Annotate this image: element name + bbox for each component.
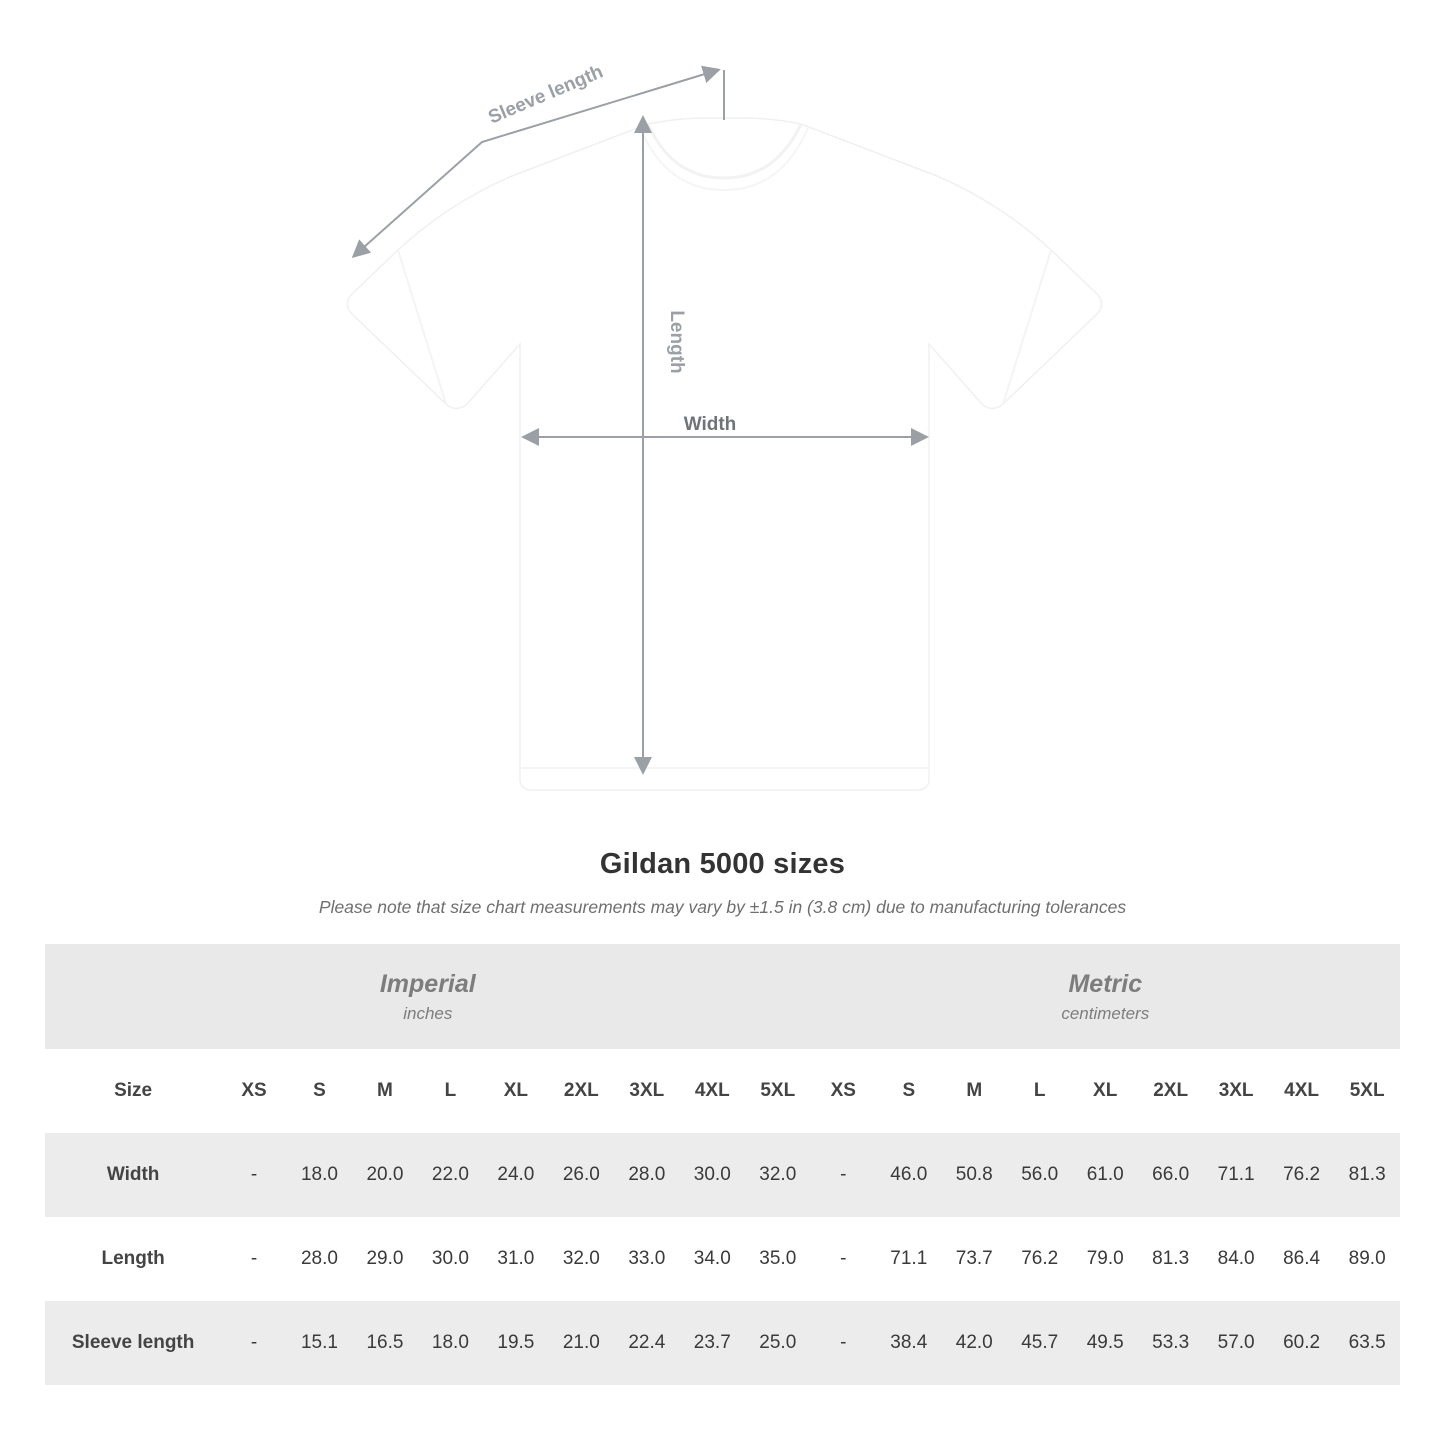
tolerance-note: Please note that size chart measurements may vary by ±1.5 in (3.8 cm) due to manufacturing tolerances [318,897,1127,917]
cell-length-metric-xs: - [811,1217,876,1301]
cell-sleeve-metric-5xl: 63.5 [1334,1301,1400,1385]
cell-length-imperial-5xl: 35.0 [745,1217,811,1301]
cell-sleeve-metric-xl: 49.5 [1072,1301,1137,1385]
table-row [45,1217,1400,1301]
header-imperial-m: M [352,1049,417,1133]
header-metric-2xl: 2XL [1138,1049,1203,1133]
header-imperial-4xl: 4XL [680,1049,745,1133]
cell-width-imperial-5xl: 32.0 [745,1133,811,1217]
header-metric-4xl: 4XL [1269,1049,1334,1133]
width-label: Width [683,414,737,435]
cell-length-imperial-m: 29.0 [352,1217,417,1301]
unit-name-imperial: Imperial [379,969,476,998]
cell-length-metric-3xl: 84.0 [1203,1217,1268,1301]
cell-sleeve-imperial-s: 15.1 [287,1301,352,1385]
unit-header-row [45,944,1400,1049]
unit-name-metric: Metric [1068,969,1143,998]
cell-sleeve-metric-4xl: 60.2 [1269,1301,1334,1385]
cell-width-metric-xl: 61.0 [1072,1133,1137,1217]
cell-width-metric-s: 46.0 [876,1133,941,1217]
cell-length-imperial-4xl: 34.0 [680,1217,745,1301]
cell-length-metric-s: 71.1 [876,1217,941,1301]
cell-sleeve-imperial-xl: 19.5 [483,1301,548,1385]
cell-sleeve-metric-s: 38.4 [876,1301,941,1385]
header-imperial-l: L [418,1049,483,1133]
header-metric-l: L [1007,1049,1072,1133]
size-table [45,944,1400,1385]
cell-length-metric-l: 76.2 [1007,1217,1072,1301]
cell-width-imperial-4xl: 30.0 [680,1133,745,1217]
cell-sleeve-imperial-4xl: 23.7 [680,1301,745,1385]
cell-length-metric-xl: 79.0 [1072,1217,1137,1301]
header-imperial-xs: XS [221,1049,286,1133]
cell-width-imperial-l: 22.0 [418,1133,483,1217]
cell-sleeve-metric-m: 42.0 [942,1301,1007,1385]
cell-sleeve-imperial-5xl: 25.0 [745,1301,811,1385]
row-label-width: Width [45,1133,221,1217]
header-imperial-xl: XL [483,1049,548,1133]
cell-length-imperial-3xl: 33.0 [614,1217,679,1301]
cell-width-imperial-3xl: 28.0 [614,1133,679,1217]
cell-length-imperial-s: 28.0 [287,1217,352,1301]
size-header-row [45,1049,1400,1133]
cell-length-metric-m: 73.7 [942,1217,1007,1301]
header-imperial-5xl: 5XL [745,1049,811,1133]
header-size-label: Size [45,1049,221,1133]
header-imperial-s: S [287,1049,352,1133]
cell-length-metric-5xl: 89.0 [1334,1217,1400,1301]
header-metric-xs: XS [811,1049,876,1133]
cell-width-metric-l: 56.0 [1007,1133,1072,1217]
cell-width-imperial-s: 18.0 [287,1133,352,1217]
cell-width-imperial-m: 20.0 [352,1133,417,1217]
cell-sleeve-metric-3xl: 57.0 [1203,1301,1268,1385]
cell-length-metric-4xl: 86.4 [1269,1217,1334,1301]
header-metric-3xl: 3XL [1203,1049,1268,1133]
cell-width-metric-m: 50.8 [942,1133,1007,1217]
cell-sleeve-imperial-3xl: 22.4 [614,1301,679,1385]
cell-width-imperial-xs: - [221,1133,286,1217]
cell-sleeve-imperial-l: 18.0 [418,1301,483,1385]
cell-length-imperial-l: 30.0 [418,1217,483,1301]
cell-sleeve-metric-l: 45.7 [1007,1301,1072,1385]
sleeve-length-label: Sleeve length [485,61,607,129]
header-metric-s: S [876,1049,941,1133]
page-title: Gildan 5000 sizes [599,848,846,880]
header-metric-m: M [942,1049,1007,1133]
table-row [45,1133,1400,1217]
length-label: Length [666,310,687,374]
cell-width-metric-2xl: 66.0 [1138,1133,1203,1217]
cell-width-metric-3xl: 71.1 [1203,1133,1268,1217]
cell-sleeve-imperial-xs: - [221,1301,286,1385]
cell-width-metric-xs: - [811,1133,876,1217]
cell-length-imperial-xl: 31.0 [483,1217,548,1301]
cell-width-imperial-xl: 24.0 [483,1133,548,1217]
cell-length-imperial-xs: - [221,1217,286,1301]
unit-sub-imperial: inches [403,1004,453,1024]
cell-sleeve-imperial-2xl: 21.0 [549,1301,614,1385]
cell-width-imperial-2xl: 26.0 [549,1133,614,1217]
cell-sleeve-metric-2xl: 53.3 [1138,1301,1203,1385]
unit-header-metric [811,944,1400,1049]
header-imperial-3xl: 3XL [614,1049,679,1133]
header-metric-xl: XL [1072,1049,1137,1133]
header-metric-5xl: 5XL [1334,1049,1400,1133]
row-label-sleeve-length: Sleeve length [45,1301,221,1385]
row-label-length: Length [45,1217,221,1301]
size-table-wrapper [45,944,1400,1385]
table-row [45,1301,1400,1385]
cell-width-metric-5xl: 81.3 [1334,1133,1400,1217]
header-imperial-2xl: 2XL [549,1049,614,1133]
cell-length-imperial-2xl: 32.0 [549,1217,614,1301]
cell-width-metric-4xl: 76.2 [1269,1133,1334,1217]
cell-length-metric-2xl: 81.3 [1138,1217,1203,1301]
unit-sub-metric: centimeters [1061,1004,1150,1024]
title-block [0,848,1445,918]
cell-sleeve-metric-xs: - [811,1301,876,1385]
unit-header-imperial [45,944,811,1049]
tshirt-shape [348,118,1102,790]
cell-sleeve-imperial-m: 16.5 [352,1301,417,1385]
